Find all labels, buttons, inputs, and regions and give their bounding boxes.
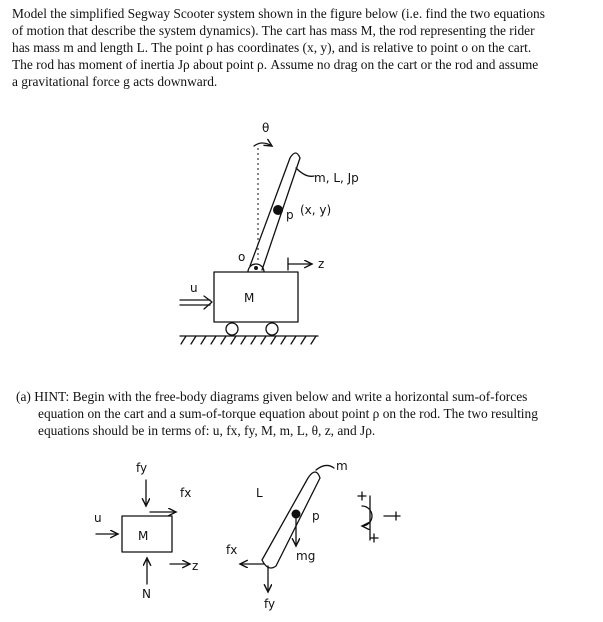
segway-figure (180, 121, 359, 344)
hint-line-1: (a) HINT: Begin with the free-body diagrams given below and write a horizontal sum-of-forces (16, 389, 528, 404)
rod-params-label: m, L, Jp (314, 171, 359, 185)
cart (214, 272, 298, 322)
point-p-label: p (286, 208, 294, 222)
intro-line-2: of motion that describe the system dynamics). The cart has mass M, the rod representing the rider (12, 23, 535, 38)
theta-arc (254, 143, 272, 146)
intro-line-3: has mass m and length L. The point ρ has coordinates (x, y), and is relative to point o on the cart. (12, 40, 532, 55)
z-label: z (318, 257, 325, 271)
hint-line-3: equations should be in terms of: u, fx, fy, M, m, L, θ, z, and Jρ. (38, 423, 376, 438)
fbd-N-label: N (142, 587, 151, 601)
sign-convention (358, 492, 400, 542)
fbd-fx-cart-label: fx (180, 486, 192, 500)
fbd-mg-label: mg (296, 549, 316, 563)
pivot-label: o (238, 250, 246, 264)
intro-line-1: Model the simplified Segway Scooter system shown in the figure below (i.e. find the two equations (12, 6, 545, 21)
rod-fbd (226, 459, 348, 611)
fbd-u-label: u (94, 511, 102, 525)
theta-label: θ (262, 121, 270, 135)
fbd-fx-rod-label: fx (226, 543, 238, 557)
fbd-m-label: m (336, 459, 348, 473)
ground-hatching (181, 336, 316, 344)
wheel-right (266, 323, 278, 335)
fbd-p-label: p (312, 509, 320, 523)
fbd-point-p (292, 510, 301, 519)
cart-mass-label: M (244, 291, 255, 305)
fbd-fy-top-label: fy (136, 461, 148, 475)
u-label: u (190, 281, 198, 295)
coords-label: (x, y) (300, 203, 332, 217)
fbd-L-label: L (256, 486, 263, 500)
cart-fbd (94, 461, 198, 601)
intro-line-5: a gravitational force g acts downward. (12, 74, 218, 89)
fbd-z-label: z (192, 559, 199, 573)
fbd-cart-label: M (138, 529, 149, 543)
wheel-left (226, 323, 238, 335)
fbd-fy-rod-label: fy (264, 597, 276, 611)
intro-line-4: The rod has moment of inertia Jρ about point ρ. Assume no drag on the cart or the rod and assume (12, 57, 539, 72)
point-p-marker (273, 205, 283, 215)
hint-line-2: equation on the cart and a sum-of-torque equation about point ρ on the rod. The two resulting (38, 406, 538, 421)
